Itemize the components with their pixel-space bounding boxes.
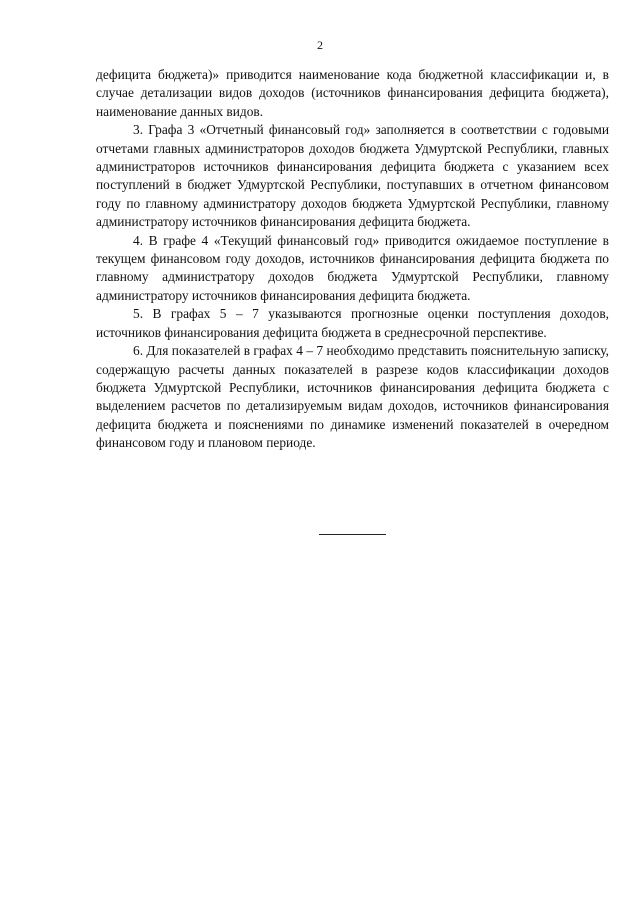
document-body xyxy=(96,66,609,453)
paragraph-item-6: 6. Для показателей в графах 4 – 7 необходимо представить пояснительную записку, содержащую расчеты данных показателей в разрезе кодов классификации доходов бюджета Удмуртской Республики, источников финансирования дефицита бюджета с выделением расчетов по детализируемым видам доходов, источников финансирования дефицита бюджета и пояснениями по динамике изменений показателей в очередном финансовом году и плановом периоде. xyxy=(96,343,609,451)
paragraph-item-3: 3. Графа 3 «Отчетный финансовый год» заполняется в соответствии с годовыми отчетами главных администраторов доходов бюджета Удмуртской Республики, главных администраторов источников финансирования дефицита бюджета с указанием всех поступлений в бюджет Удмуртской Республики, поступавших в отчетном финансовом году по главному администратору доходов бюджета Удмуртской Республики, главному администратору источников финансирования дефицита бюджета. xyxy=(96,122,609,230)
end-of-document-rule xyxy=(319,534,386,535)
paragraph-item-5: 5. В графах 5 – 7 указываются прогнозные оценки поступления доходов, источников финансирования дефицита бюджета в среднесрочной перспективе. xyxy=(96,306,609,340)
paragraph-continuation: дефицита бюджета)» приводится наименование кода бюджетной классификации и, в случае детализации видов доходов (источников финансирования дефицита бюджета), наименование данных видов. xyxy=(96,67,609,119)
page-number: 2 xyxy=(317,38,323,52)
paragraph-item-4: 4. В графе 4 «Текущий финансовый год» приводится ожидаемое поступление в текущем финансовом году доходов, источников финансирования дефицита бюджета по главному администратору доходов бюджета Удмуртской Республики, главному администратору источников финансирования дефицита бюджета. xyxy=(96,232,609,303)
